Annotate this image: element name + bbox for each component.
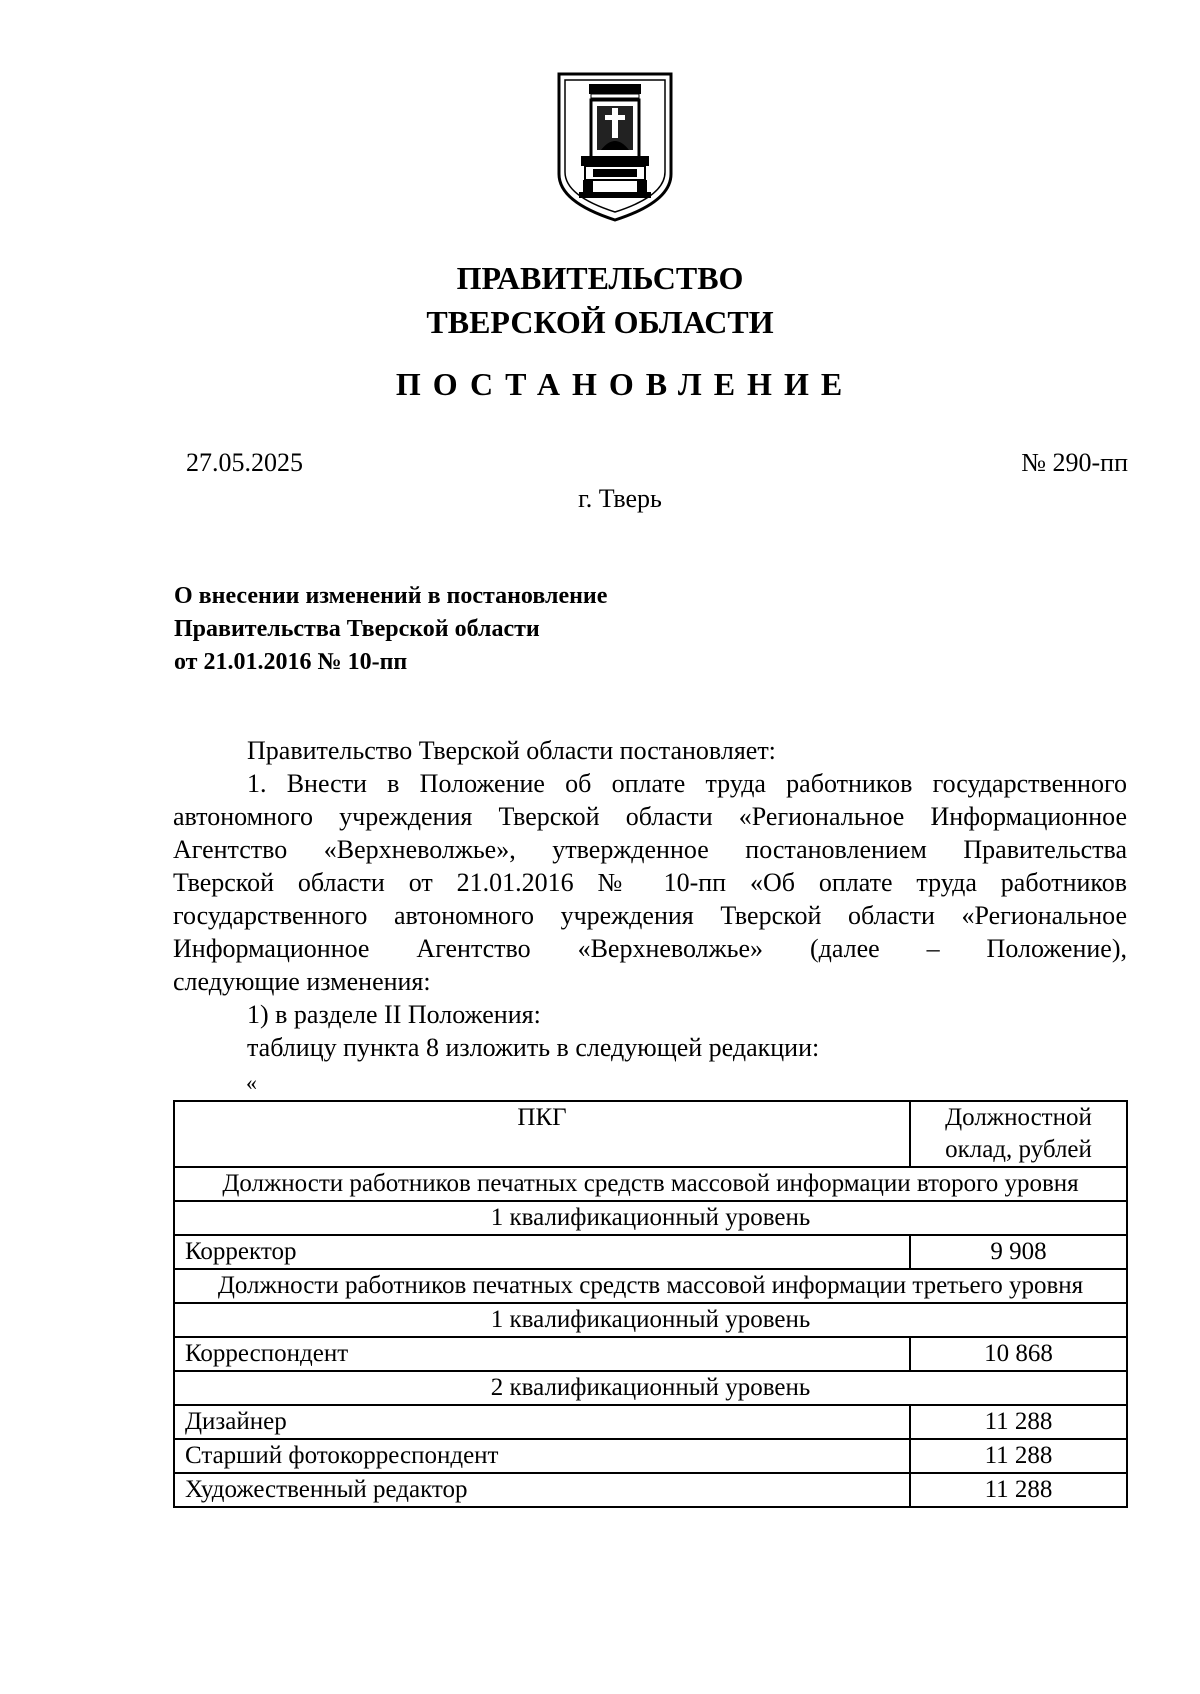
qualification-level: 1 квалификационный уровень (174, 1303, 1127, 1337)
salary-value: 11 288 (910, 1439, 1127, 1473)
table-level-row (174, 1371, 1127, 1405)
table-row (174, 1439, 1127, 1473)
coat-of-arms-emblem (553, 70, 677, 222)
position-name: Дизайнер (174, 1405, 910, 1439)
column-header-pkg: ПКГ (174, 1101, 910, 1167)
list-item: 1) в разделе II Положения: (247, 1000, 541, 1029)
group-heading: Должности работников печатных средств массовой информации второго уровня (174, 1167, 1127, 1201)
paragraph-line: автономного учреждения Тверской области «Региональное Информационное (173, 802, 1127, 831)
paragraph-line: 1. Внести в Положение об оплате труда работников государственного (247, 769, 1127, 798)
table-group-row (174, 1269, 1127, 1303)
salary-value: 11 288 (910, 1473, 1127, 1507)
subject-line: О внесении изменений в постановление (174, 583, 608, 609)
paragraph-line: Информационное Агентство «Верхневолжье» (далее – Положение), (173, 934, 1127, 963)
paragraph-line: Тверской области от 21.01.2016 № 10-пп «Об оплате труда работников (173, 868, 1127, 897)
salary-table (173, 1100, 1128, 1508)
table-level-row (174, 1303, 1127, 1337)
list-item: таблицу пункта 8 изложить в следующей редакции: (247, 1033, 820, 1062)
position-name: Корреспондент (174, 1337, 910, 1371)
position-name: Художественный редактор (174, 1473, 910, 1507)
organization-name-line2: ТВЕРСКОЙ ОБЛАСТИ (426, 304, 774, 340)
table-row (174, 1337, 1127, 1371)
position-name: Корректор (174, 1235, 910, 1269)
group-heading: Должности работников печатных средств массовой информации третьего уровня (174, 1269, 1127, 1303)
qualification-level: 2 квалификационный уровень (174, 1371, 1127, 1405)
document-body (173, 734, 1127, 1064)
paragraph-line: следующие изменения: (173, 967, 431, 996)
document-type: ПОСТАНОВЛЕНИЕ (395, 366, 855, 402)
table-group-row (174, 1167, 1127, 1201)
table-row (174, 1235, 1127, 1269)
position-name: Старший фотокорреспондент (174, 1439, 910, 1473)
table-header-row (174, 1101, 1127, 1167)
salary-value: 11 288 (910, 1405, 1127, 1439)
subject-line: Правительства Тверской области (174, 616, 540, 642)
document-subject (174, 580, 607, 679)
document-date: 27.05.2025 (186, 448, 303, 477)
document-number: № 290-пп (1021, 448, 1128, 477)
salary-value: 10 868 (910, 1337, 1127, 1371)
table-row (174, 1405, 1127, 1439)
intro-paragraph: Правительство Тверской области постановляет: (247, 736, 776, 765)
table-row (174, 1473, 1127, 1507)
qualification-level: 1 квалификационный уровень (174, 1201, 1127, 1235)
organization-name-line1: ПРАВИТЕЛЬСТВО (456, 260, 744, 296)
column-header-salary: Должностной оклад, рублей (910, 1101, 1127, 1167)
salary-value: 9 908 (910, 1235, 1127, 1269)
document-city: г. Тверь (578, 484, 662, 513)
subject-line: от 21.01.2016 № 10-пп (174, 649, 408, 675)
table-level-row (174, 1201, 1127, 1235)
paragraph-line: государственного автономного учреждения Тверской области «Региональное (173, 901, 1127, 930)
paragraph-line: Агентство «Верхневолжье», утвержденное постановлением Правительства (173, 835, 1127, 864)
opening-quote: « (246, 1070, 257, 1095)
